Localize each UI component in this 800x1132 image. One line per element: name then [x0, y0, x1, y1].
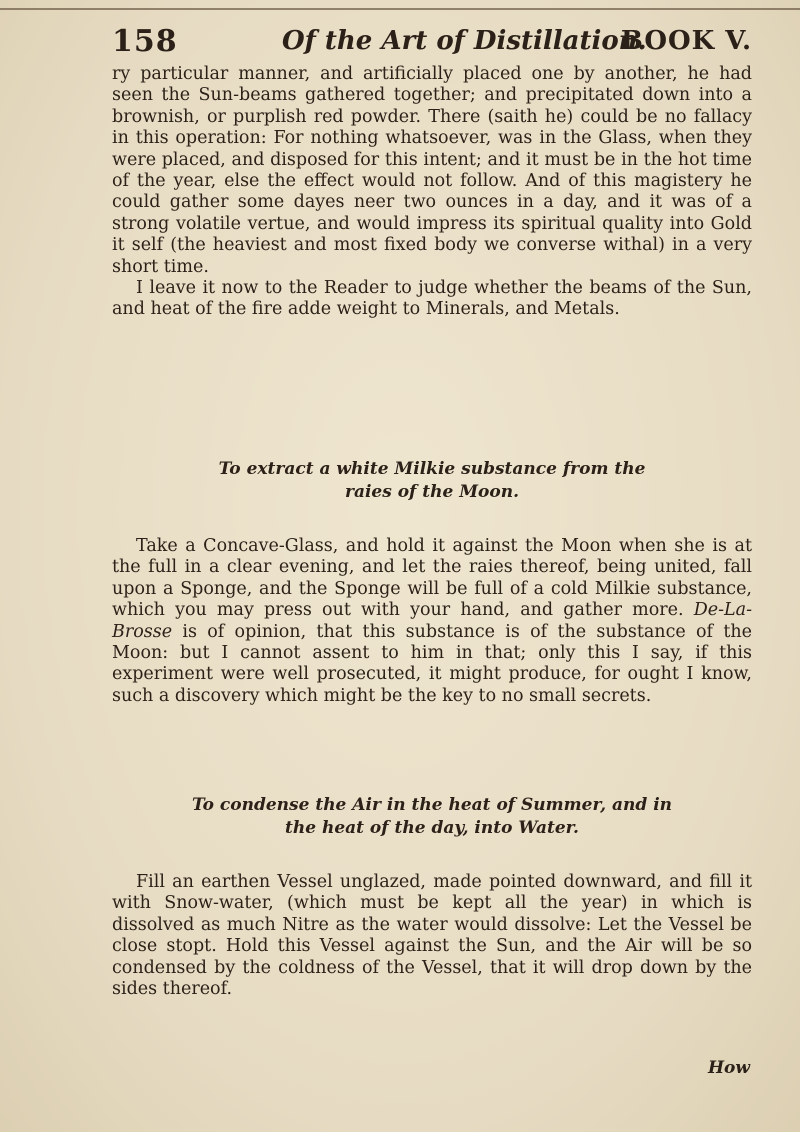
paragraph-air: Fill an earthen Vessel unglazed, made pointed downward, and fill it with Snow-water, (which must be kept all the year) in which is dissolved as much Nitre as the water would dissolve: Let the Vessel be close stopt. Hold this Vessel against the Sun, and the Air will be so condensed by the coldness of the Vessel, that it will drop down by the sides thereof. — [112, 872, 752, 1000]
moon-text-before: Take a Concave-Glass, and hold it against the Moon when she is at the full in a clear evening, and let the raies thereof, being united, fall upon a Sponge, and the Sponge will be full of a cold Milkie substance, which you may press out with your hand, and gather more. — [112, 536, 752, 621]
page-header — [112, 24, 752, 62]
continued-text-block — [112, 64, 752, 321]
heading-line-2: the heat of the day, into Water. — [285, 818, 579, 838]
air-text-block — [112, 872, 752, 1000]
author-name: De-La-Brosse — [112, 600, 752, 642]
section-heading-air — [112, 794, 752, 840]
paragraph-continued: ry particular manner, and artificially placed one by another, he had seen the Sun-beams gathered together; and precipitated down into a brownish, or purplish red powder. There (saith he) could be no fallacy in this operation: For nothing whatsoever, was in the Glass, when they were placed, and disposed for this intent; and it must be in the hot time of the year, else the effect would not follow. And of this magistery he could gather some dayes neer two ounces in a day, and it was of a strong volatile vertue, and would impress its spiritual quality into Gold it self (the heaviest and most fixed body we converse withal) in a very short time. — [112, 64, 752, 277]
heading-line-2: raies of the Moon. — [344, 482, 520, 502]
running-title: Of the Art of Distillation. — [282, 26, 647, 56]
heading-line-1: To condense the Air in the heat of Summer, and in — [191, 795, 673, 815]
moon-text-after: is of opinion, that this substance is of the substance of the Moon: but I cannot assent to him in that; only this I say, if this experiment were well prosecuted, it might produce, for ought I know, such a discovery which might be the key to no small secrets. — [112, 621, 752, 706]
page-number: 158 — [112, 24, 178, 59]
paragraph-moon — [112, 536, 752, 707]
catchword: How — [707, 1058, 750, 1078]
book-label: BOOK V. — [620, 26, 752, 56]
page-top-edge — [0, 8, 800, 10]
paragraph-reader-judge: I leave it now to the Reader to judge whether the beams of the Sun, and heat of the fire adde weight to Minerals, and Metals. — [112, 278, 752, 320]
moon-text-block — [112, 536, 752, 707]
heading-line-1: To extract a white Milkie substance from the — [218, 459, 646, 479]
section-heading-moon — [112, 458, 752, 504]
